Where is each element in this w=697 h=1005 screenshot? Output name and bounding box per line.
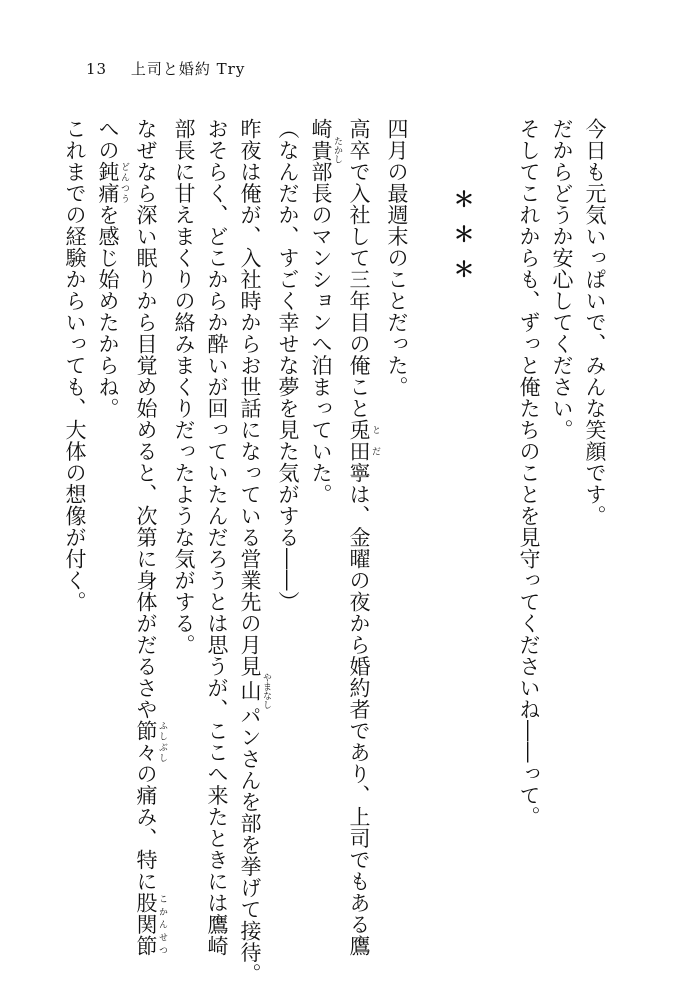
paragraph: だからどうか安心してください。 [550,118,574,441]
ruby-base: 兎田 [347,419,371,462]
ruby-reading: とだ [370,419,380,462]
paragraph: （なんだか、すごく幸せな夢を見た気がする――） [276,118,300,613]
text-run: 崎 [309,118,333,140]
text-run: 昨夜は俺が、入社時からお世話になっている営業先の月見 [238,118,262,677]
paragraph-continuation [91,118,129,968]
ruby-reading: どんつう [119,161,129,204]
paragraph: おそらく、どこからか酔いが回っていたんだろうとは思うが、ここへ来たときには鷹崎 [205,118,229,957]
vertical-text-body [58,118,611,985]
ruby-word [347,419,380,462]
ruby-word [238,673,271,709]
ruby-word [134,892,167,957]
paragraph-continuation [304,118,342,968]
ruby-reading: たかし [332,136,342,164]
text-run: 部長のマンションへ泊まっていた。 [309,161,333,505]
paragraph [342,118,380,968]
ruby-word [96,161,129,204]
section-break: ＊＊＊ [451,188,475,293]
ruby-word [134,720,167,763]
paragraph: 四月の最週末のことだった。 [385,118,409,398]
ruby-reading: やまなし [261,673,271,709]
ruby-base: 貴 [309,136,333,164]
ruby-base: 股関節 [134,892,158,957]
paragraph [129,118,167,968]
text-run: を感じ始めたからね。 [96,204,120,419]
text-run: への [96,118,120,161]
ruby-word [309,136,342,164]
text-run: なぜなら深い眠りから目覚め始めると、次第に身体がだるさや [134,118,158,720]
blank-line [413,118,446,968]
ruby-base: 山 [238,673,262,709]
blank-line [479,118,512,968]
text-run: 高卒で入社して三年目の俺こと [347,118,371,419]
ruby-reading: こかんせつ [157,892,167,957]
text-run: 寧は、金曜の夜から婚約者であり、上司でもある鷹 [347,462,371,957]
paragraph: 今日も元気いっぱいで、みんな笑顔です。 [583,118,607,527]
text-run: の痛み、特に [134,763,158,892]
paragraph: そしてこれからも、ずっと俺たちのことを見守ってくださいね――って。 [517,118,541,828]
paragraph-continuation: 部長に甘えまくりの絡みまくりだったような気がする。 [172,118,196,656]
page-number: 13 [86,60,108,78]
book-title: 上司と婚約 Try [130,60,246,78]
ruby-base: 節々 [134,720,158,763]
paragraph: これまでの経験からいっても、大体の想像が付く。 [63,118,87,613]
ruby-base: 鈍痛 [96,161,120,204]
running-header [86,58,245,79]
ruby-reading: ふしぶし [157,720,167,763]
text-run: パンさんを部を挙げて接待。 [238,705,262,985]
paragraph [233,118,271,985]
